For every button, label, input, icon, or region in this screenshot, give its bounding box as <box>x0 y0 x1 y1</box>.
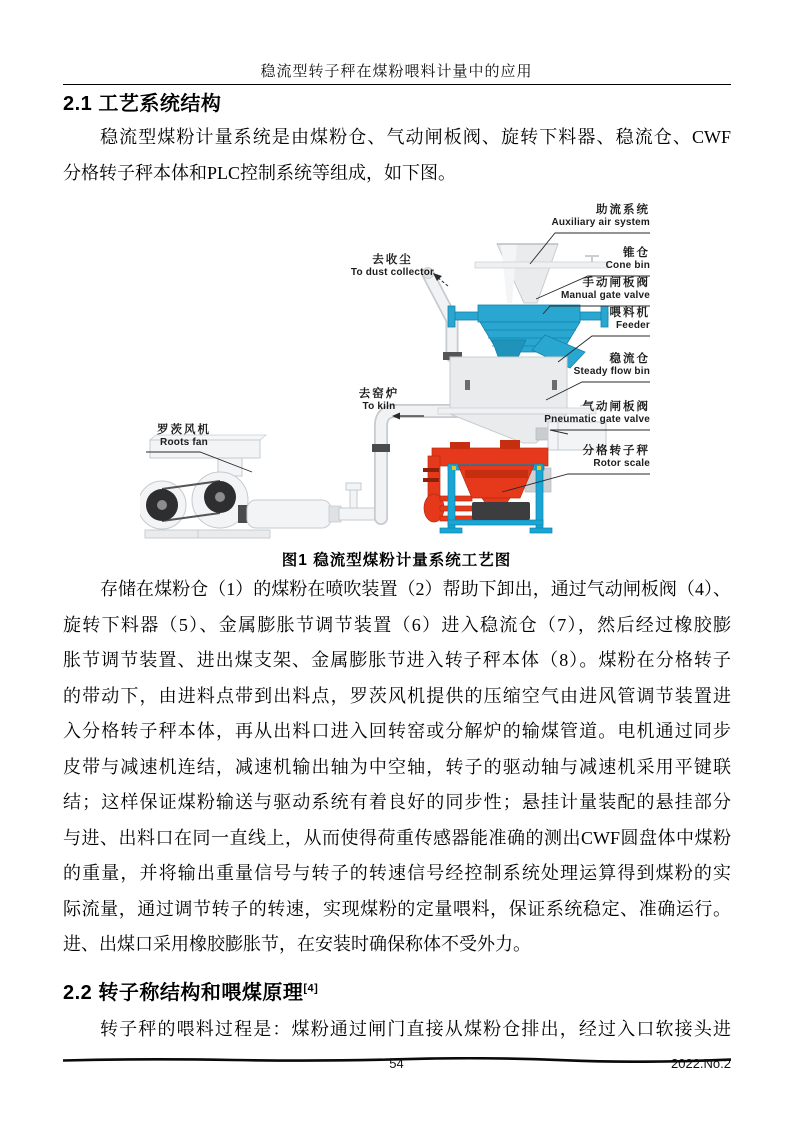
section-2-2-heading <box>63 976 318 1005</box>
figure-1-diagram <box>140 200 660 545</box>
label-rotor-scale: 分格转子秤 Rotor scale <box>582 445 650 470</box>
figure-1-caption: 图1 稳流型煤粉计量系统工艺图 <box>281 552 512 569</box>
citation-superscript: [4] <box>303 982 319 995</box>
label-to-dust-collector: 去收尘 To dust collector <box>350 254 435 279</box>
footer-issue: 2022.No.2 <box>671 1056 731 1071</box>
body-line: 结；这样保证煤粉输送与驱动系统有着良好的同步性；悬挂计量装配的悬挂部分 <box>63 792 731 812</box>
label-cone-bin: 锥仓 Cone bin <box>605 247 650 272</box>
intro-paragraph <box>63 120 731 191</box>
label-manual-gate-valve: 手动闸板阀 Manual gate valve <box>561 277 650 302</box>
section-2-2-heading-text: 2.2 转子称结构和喂煤原理 <box>63 982 304 1004</box>
body-line: 皮带与减速机连结，减速机输出轴为中空轴，转子的驱动轴与减速机采用平键联 <box>63 756 731 777</box>
header-rule <box>63 84 731 85</box>
intro-line: 分格转子秤本体和PLC控制系统等组成，如下图。 <box>63 162 457 183</box>
body-paragraph <box>63 572 731 963</box>
label-pneumatic-gate-valve: 气动闸板阀 Pneumatic gate valve <box>544 401 650 426</box>
body-line: 际流量，通过调节转子的转速，实现煤粉的定量喂料，保证系统稳定、准确运行。 <box>63 898 731 919</box>
running-head-title: 稳流型转子秤在煤粉喂料计量中的应用 <box>260 64 533 80</box>
footer-page-number: 54 <box>389 1056 404 1071</box>
label-to-kiln: 去窑炉 To kiln <box>358 388 400 413</box>
label-feeder: 喂料机 Feeder <box>609 307 650 332</box>
section-2-1-heading: 2.1 工艺系统结构 <box>63 93 222 115</box>
body-line: 的重量，并将输出重量信号与转子的转速信号经控制系统处理运算得到煤粉的实 <box>63 863 731 883</box>
label-auxiliary-air-system: 助流系统 Auxiliary air system <box>551 204 650 229</box>
body-line: 转子秤的喂料过程是：煤粉通过闸门直接从煤粉仓排出，经过入口软接头进 <box>100 1019 731 1039</box>
body-line: 与进、出料口在同一直线上，从而使得荷重传感器能准确的测出CWF圆盘体中煤粉 <box>63 827 731 848</box>
section-2-2-paragraph <box>63 1012 731 1048</box>
body-line: 入分格转子秤本体，再从出料口进入回转窑或分解炉的输煤管道。电机通过同步 <box>63 721 731 741</box>
body-line: 存储在煤粉仓（1）的煤粉在喷吹装置（2）帮助下卸出，通过气动闸板阀（4）、 <box>100 579 731 599</box>
body-line: 的带动下，由进料点带到出料点，罗茨风机提供的压缩空气由进风管调节装置进 <box>63 685 731 706</box>
body-line: 胀节调节装置、进出煤支架、金属膨胀节进入转子秤本体（8）。煤粉在分格转子 <box>63 650 731 670</box>
body-line: 进、出煤口采用橡胶膨胀节，在安装时确保称体不受外力。 <box>63 934 531 954</box>
body-line: 旋转下料器（5）、金属膨胀节调节装置（6）进入稳流仓（7），然后经过橡胶膨 <box>63 614 731 635</box>
intro-line: 稳流型煤粉计量系统是由煤粉仓、气动闸板阀、旋转下料器、稳流仓、CWF <box>100 127 731 147</box>
label-steady-flow-bin: 稳流仓 Steady flow bin <box>573 353 650 378</box>
label-roots-fan: 罗茨风机 Roots fan <box>157 424 211 449</box>
muffler-and-pipes-shape <box>238 483 383 528</box>
